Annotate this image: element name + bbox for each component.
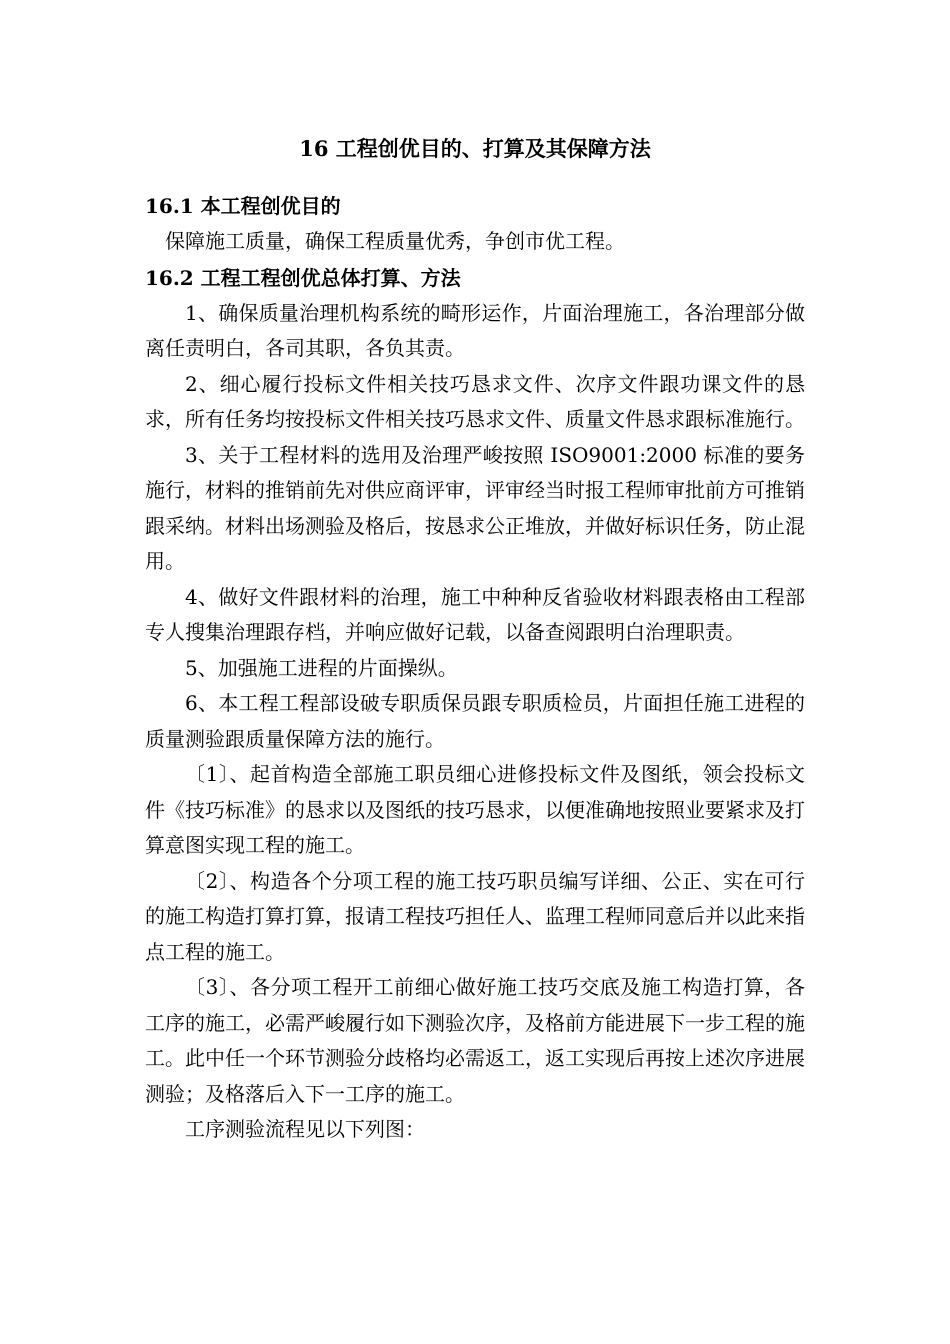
paragraph-item-6: 6、本工程工程部设破专职质保员跟专职质检员，片面担任施工进程的质量测验跟质量保障方法的施行。 (145, 691, 805, 751)
paragraph-goal: 保障施工质量，确保工程质量优秀，争创市优工程。 (165, 229, 625, 253)
paragraph-item-4: 4、做好文件跟材料的治理，施工中种种反省验收材料跟表格由工程部专人搜集治理跟存档，并响应做好记载，以备查阅跟明白治理职责。 (145, 584, 805, 644)
paragraph-item-1: 1、确保质量治理机构系统的畸形运作，片面治理施工，各治理部分做离任责明白，各司其职，各负其责。 (145, 300, 805, 360)
paragraph-subitem-1: 〔1〕、起首构造全部施工职员细心进修投标文件及图纸，领会投标文件《技巧标准》的恳求以及图纸的技巧恳求，以便准确地按照业要紧求及打算意图实现工程的施工。 (145, 762, 805, 857)
paragraph-flowchart-note: 工序测验流程见以下列图： (185, 1117, 425, 1141)
document-body (145, 188, 805, 1148)
paragraph-item-3: 3、关于工程材料的选用及治理严峻按照 ISO9001:2000 标准的要务施行，材料的推销前先对供应商评审，评审经当时报工程师审批前方可推销跟采纳。材料出场测验及格后，按恳求公正堆放，并做好标识任务，防止混用。 (145, 442, 805, 573)
paragraph-subitem-3: 〔3〕、各分项工程开工前细心做好施工技巧交底及施工构造打算，各工序的施工，必需严峻履行如下测验次序，及格前方能进展下一步工程的施工。此中任一个环节测验分歧格均必需返工，返工实现后再按上述次序进展测验；及格落后入下一工序的施工。 (145, 975, 805, 1106)
paragraph-item-5: 5、加强施工进程的片面操纵。 (185, 655, 458, 680)
section-heading-16-2: 16.2 工程工程创优总体打算、方法 (145, 265, 461, 290)
section-heading-16-1: 16.1 本工程创优目的 (145, 194, 341, 218)
document-title: 16 工程创优目的、打算及其保障方法 (299, 136, 651, 161)
paragraph-subitem-2: 〔2〕、构造各个分项工程的施工技巧职员编写详细、公正、实在可行的施工构造打算打算，报请工程技巧担任人、监理工程师同意后并以此来指点工程的施工。 (145, 868, 805, 964)
paragraph-item-2: 2、细心履行投标文件相关技巧恳求文件、次序文件跟功课文件的恳求，所有任务均按投标文件相关技巧恳求文件、质量文件恳求跟标准施行。 (145, 371, 805, 431)
